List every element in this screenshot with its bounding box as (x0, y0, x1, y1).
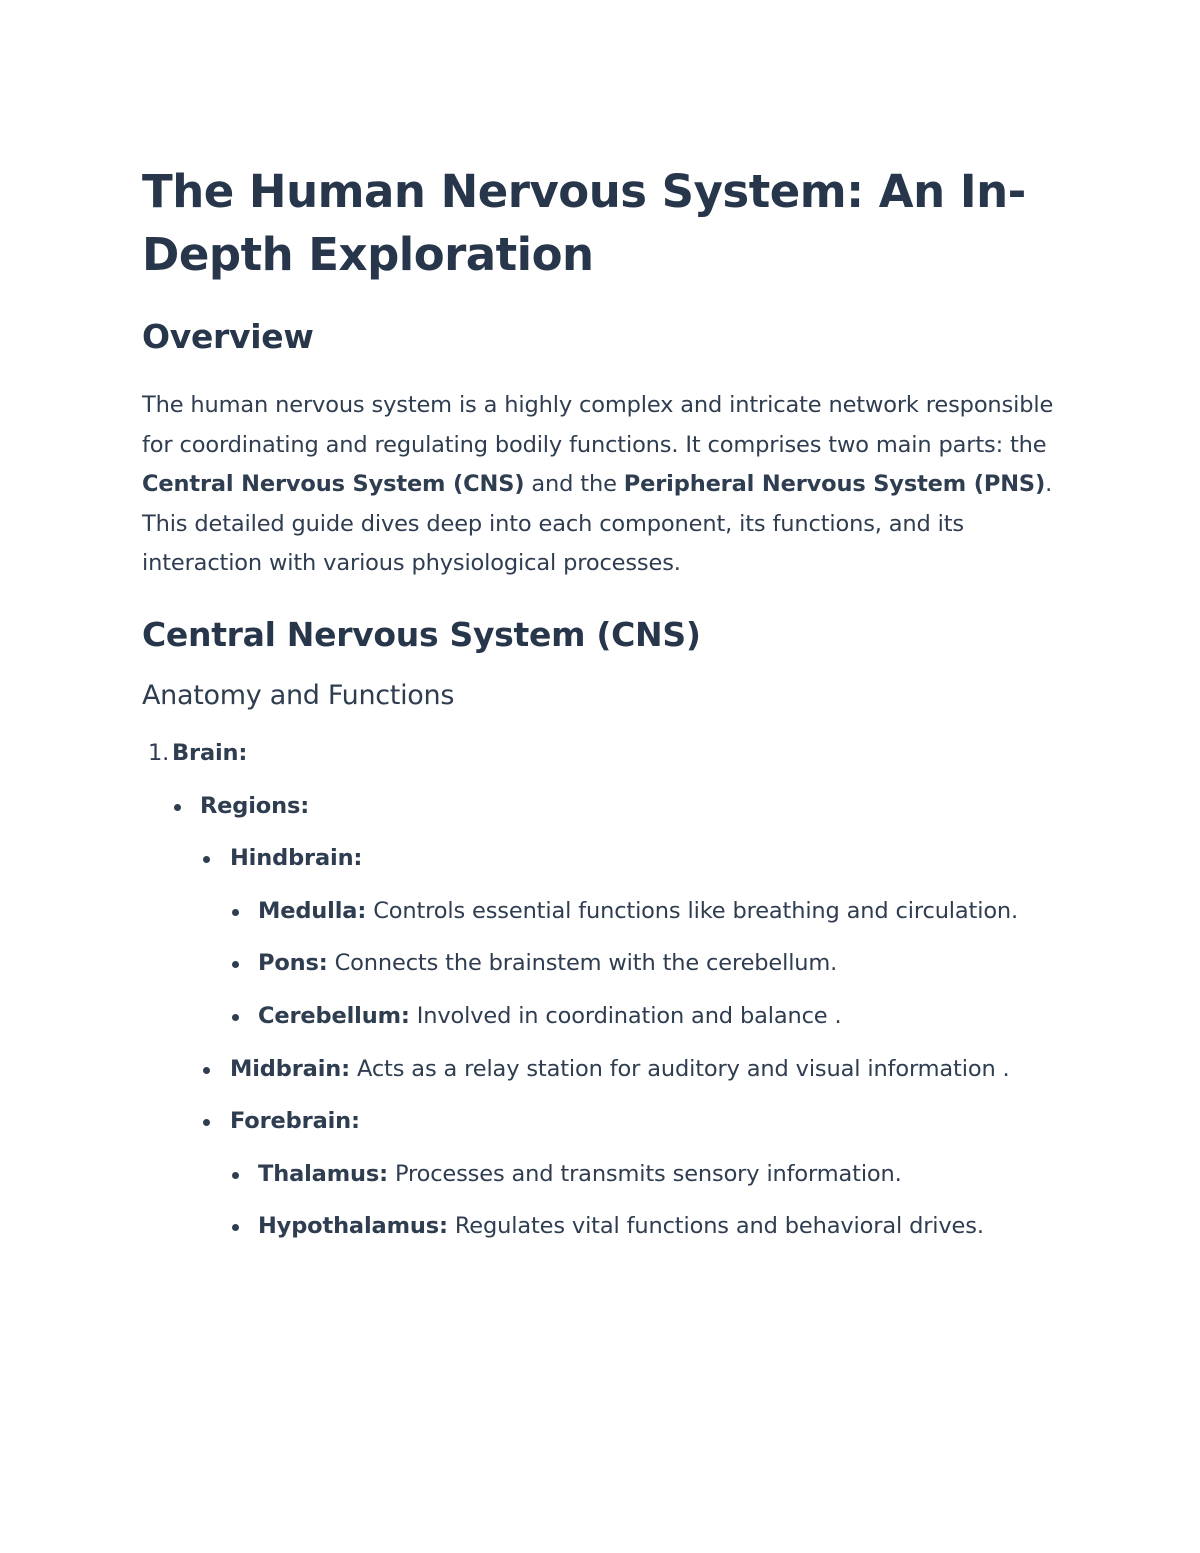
bullet-icon (203, 1067, 210, 1074)
list-item-hypothalamus (142, 1207, 1062, 1247)
regions-label: Regions: (200, 792, 310, 819)
hypothalamus-label: Hypothalamus: (258, 1213, 448, 1240)
cns-heading: Central Nervous System (CNS) (142, 614, 701, 654)
forebrain-label: Forebrain: (230, 1108, 360, 1135)
bullet-icon (174, 804, 181, 811)
bullet-icon (203, 856, 210, 863)
hindbrain-label: Hindbrain: (230, 845, 363, 872)
bullet-icon (232, 1172, 239, 1179)
document-page (142, 160, 1062, 1247)
pons-text: Connects the brainstem with the cerebellum. (327, 950, 838, 977)
page-title: The Human Nervous System: An In-Depth Exploration (142, 165, 1026, 281)
medulla-label: Medulla: (258, 897, 367, 924)
bullet-icon (232, 1014, 239, 1021)
list-item-pons (142, 944, 1062, 984)
list-item-midbrain (142, 1050, 1062, 1090)
list-number: 1. (148, 739, 170, 766)
overview-text-1: The human nervous system is a highly complex and intricate network responsible for coordinating and regulating bodily functions. It comprises two main parts: the (142, 392, 1054, 458)
overview-text-2: and the (524, 471, 624, 498)
pons-label: Pons: (258, 950, 328, 977)
cerebellum-text: Involved in coordination and balance . (409, 1002, 842, 1029)
list-item-regions (142, 787, 1062, 827)
overview-text-3: . This detailed guide dives deep into each component, its functions, and its interaction with various physiological processes. (142, 471, 1053, 577)
list-item-hindbrain (142, 839, 1062, 879)
list-item-brain (142, 734, 1062, 774)
bullet-icon (232, 961, 239, 968)
hypothalamus-text: Regulates vital functions and behavioral drives. (447, 1213, 984, 1240)
medulla-text: Controls essential functions like breathing and circulation. (366, 897, 1019, 924)
midbrain-label: Midbrain: (230, 1055, 350, 1082)
brain-outline (142, 734, 1062, 1247)
thalamus-label: Thalamus: (258, 1160, 388, 1187)
cns-term: Central Nervous System (CNS) (142, 471, 525, 498)
list-item-cerebellum (142, 997, 1062, 1037)
anatomy-subheading: Anatomy and Functions (142, 679, 455, 711)
thalamus-text: Processes and transmits sensory information. (387, 1160, 902, 1187)
brain-label: Brain: (172, 739, 248, 766)
list-item-thalamus (142, 1155, 1062, 1195)
bullet-icon (232, 909, 239, 916)
overview-heading: Overview (142, 317, 314, 356)
cerebellum-label: Cerebellum: (258, 1002, 410, 1029)
overview-paragraph (142, 386, 1062, 584)
bullet-icon (203, 1119, 210, 1126)
list-item-forebrain (142, 1102, 1062, 1142)
list-item-medulla (142, 892, 1062, 932)
bullet-icon (232, 1224, 239, 1231)
midbrain-text: Acts as a relay station for auditory and visual information . (349, 1055, 1010, 1082)
pns-term: Peripheral Nervous System (PNS) (623, 471, 1046, 498)
